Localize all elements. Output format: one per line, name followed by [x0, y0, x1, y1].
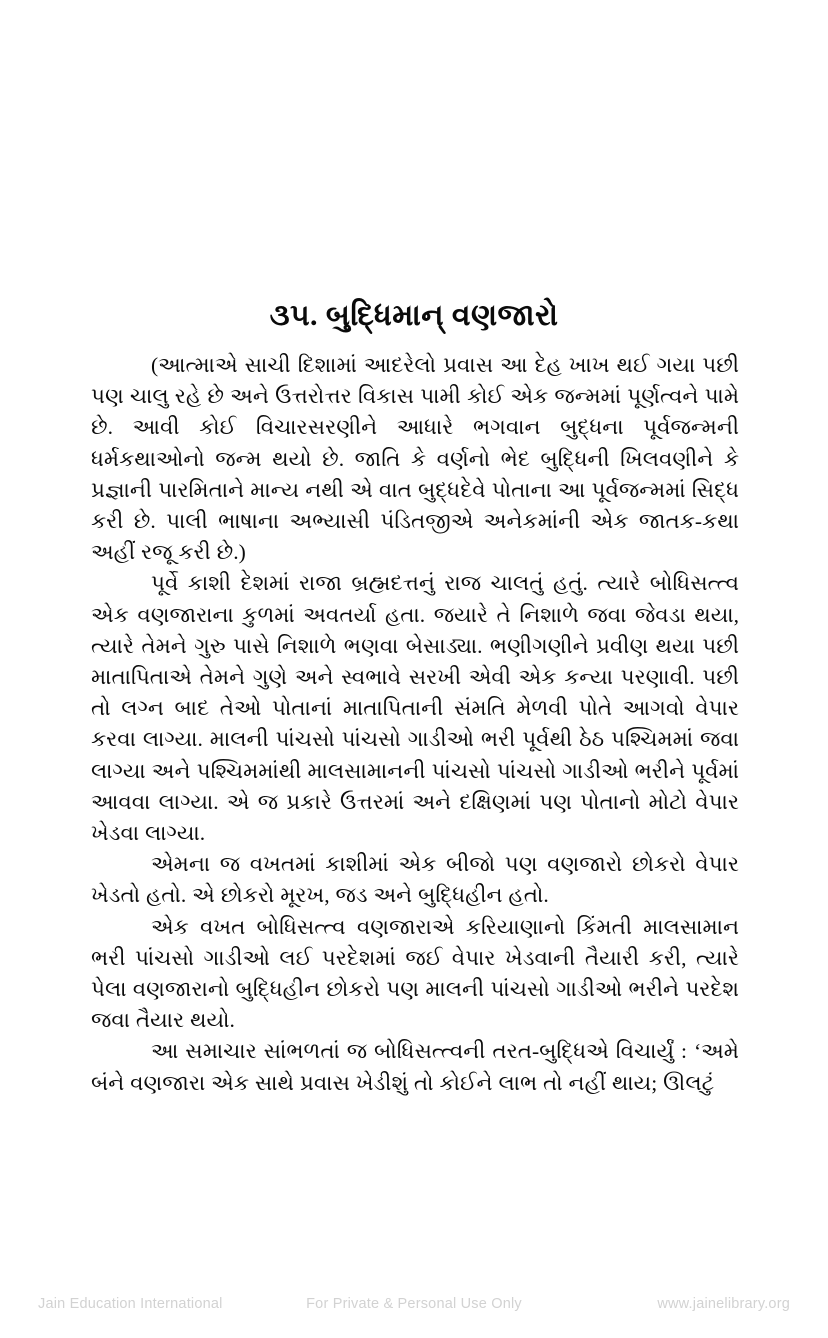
page-title: ૩૫. બુદ્ધિમાન્ વણજારો [269, 299, 559, 333]
body-text-column [91, 350, 739, 1099]
page-footer [0, 1292, 828, 1322]
paragraph-1: (આત્માએ સાચી દિશામાં આદરેલો પ્રવાસ આ દેહ ખાખ થઈ ગયા પછી પણ ચાલુ રહે છે અને ઉત્તરોત્તર વિકાસ પામી કોઈ એક જન્મમાં પૂર્ણત્વને પામે છે. આવી કોઈ વિચારસરણીને આધારે ભગવાન બુદ્ધના પૂર્વજન્મની ધર્મકથાઓનો જન્મ થયો છે. જાતિ કે વર્ણનો ભેદ બુદ્ધિની ખિલવણીને કે પ્રજ્ઞાની પારમિતાને માન્ય નથી એ વાત બુદ્ધદેવે પોતાના આ પૂર્વજન્મમાં સિદ્ધ કરી છે. પાલી ભાષાના અભ્યાસી પંડિતજીએ અનેકમાંની એક જાતક-કથા અહીં રજૂ કરી છે.) [91, 353, 739, 565]
paragraph-5: આ સમાચાર સાંભળતાં જ બોધિસત્ત્વની તરત-બુદ્ધિએ વિચાર્યું : ‘અમે બંને વણજારા એક સાથે પ્રવાસ ખેડીશું તો કોઈને લાભ તો નહીં થાય; ઊલટું [91, 1039, 739, 1095]
footer-usage-notice: For Private & Personal Use Only [306, 1296, 522, 1312]
paragraph-4: એક વખત બોધિસત્ત્વ વણજારાએ કરિયાણાનો કિંમતી માલસામાન ભરી પાંચસો ગાડીઓ લઈ પરદેશમાં જઈ વેપાર ખેડવાની તૈયારી કરી, ત્યારે પેલા વણજારાનો બુદ્ધિહીન છોકરો પણ માલની પાંચસો ગાડીઓ ભરીને પરદેશ જવા તૈયાર થયો. [91, 914, 739, 1033]
paragraph-2: પૂર્વે કાશી દેશમાં રાજા બ્રહ્મદત્તનું રાજ ચાલતું હતું. ત્યારે બોધિસત્ત્વ એક વણજારાના કુળમાં અવતર્યા હતા. જયારે તે નિશાળે જવા જેવડા થયા, ત્યારે તેમને ગુરુ પાસે નિશાળે ભણવા બેસાડ્યા. ભણીગણીને પ્રવીણ થયા પછી માતાપિતાએ તેમને ગુણે અને સ્વભાવે સરખી એવી એક કન્યા પરણાવી. પછી તો લગ્ન બાદ તેઓ પોતાનાં માતાપિતાની સંમતિ મેળવી પોતે આગવો વેપાર કરવા લાગ્યા. માલની પાંચસો પાંચસો ગાડીઓ ભરી પૂર્વથી ઠેઠ પશ્ચિમમાં જવા લાગ્યા અને પશ્ચિમમાંથી માલસામાનની પાંચસો પાંચસો ગાડીઓ ભરીને પૂર્વમાં આવવા લાગ્યા. એ જ પ્રકારે ઉત્તરમાં અને દક્ષિણમાં પણ પોતાનો મોટો વેપાર ખેડવા લાગ્યા. [91, 571, 739, 846]
footer-publisher: Jain Education International [38, 1296, 223, 1312]
paragraph-3: એમના જ વખતમાં કાશીમાં એક બીજો પણ વણજારો છોકરો વેપાર ખેડતો હતો. એ છોકરો મૂરખ, જડ અને બુદ્ધિહીન હતો. [91, 852, 739, 908]
footer-website-url: www.jainelibrary.org [657, 1296, 790, 1312]
